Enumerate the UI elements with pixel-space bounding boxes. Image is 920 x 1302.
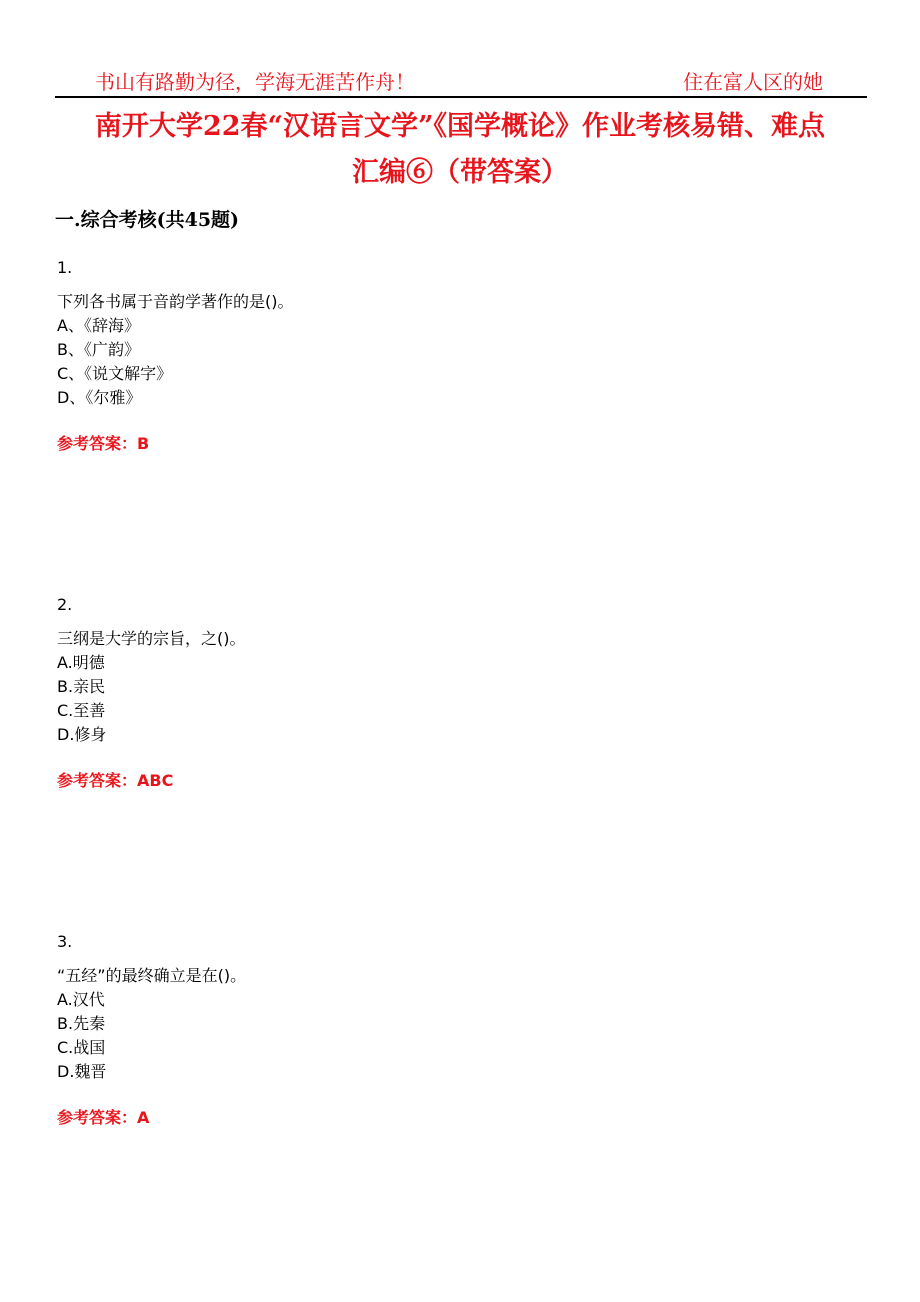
question-option: A、《辞海》 [57,316,140,335]
question-option: B、《广韵》 [57,340,140,359]
question-stem: “五经”的最终确立是在()。 [57,966,247,985]
reference-answer: 参考答案：A [57,1108,150,1127]
question-option: C.至善 [57,701,106,720]
question-block [57,256,857,456]
question-option: A.明德 [57,653,105,672]
reference-answer: 参考答案：ABC [57,771,174,790]
question-option: D.修身 [57,725,107,744]
question-option: D.魏晋 [57,1062,107,1081]
question-number: 3. [57,932,73,951]
header-motto: 书山有路勤为径，学海无涯苦作舟！ [95,70,415,94]
question-option: D、《尔雅》 [57,388,142,407]
page-header [55,62,867,98]
question-stem: 下列各书属于音韵学著作的是()。 [57,292,294,311]
document-title-line-1: 南开大学22春“汉语言文学”《国学概论》作业考核易错、难点 [94,111,826,142]
section-heading: 一.综合考核(共45题) [55,209,240,231]
question-option: C.战国 [57,1038,106,1057]
question-block [57,593,857,793]
question-option: B.亲民 [57,677,106,696]
question-block [57,930,857,1130]
question-option: B.先秦 [57,1014,106,1033]
question-option: C、《说文解字》 [57,364,173,383]
reference-answer: 参考答案：B [57,434,150,453]
question-number: 1. [57,258,73,277]
document-title [40,104,880,196]
question-option: A.汉代 [57,990,105,1009]
question-stem: 三纲是大学的宗旨，之()。 [57,629,246,648]
header-author: 住在富人区的她 [683,70,823,94]
question-number: 2. [57,595,73,614]
document-title-line-2: 汇编⑥（带答案） [352,157,568,188]
